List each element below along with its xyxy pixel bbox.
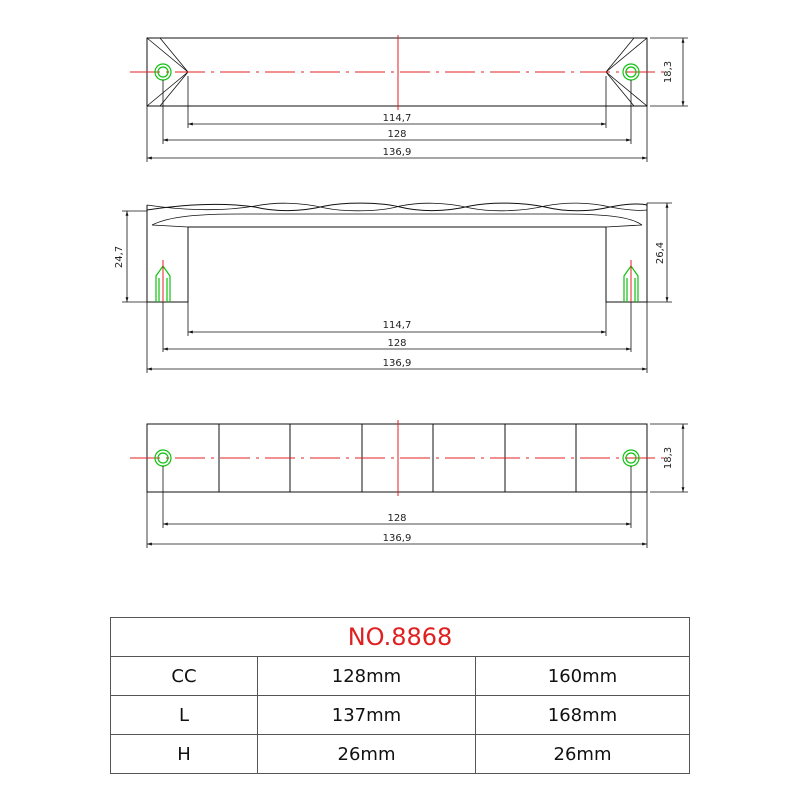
side-view-left-height-label: 24,7 xyxy=(114,245,125,269)
spec-value-l-1: 137mm xyxy=(258,696,476,735)
bottom-view-height-label: 18,3 xyxy=(663,446,674,470)
spec-value-cc-2: 160mm xyxy=(476,657,690,696)
spec-value-l-2: 168mm xyxy=(476,696,690,735)
spec-row-cc xyxy=(111,657,690,696)
side-view-cc-label: 128 xyxy=(387,338,407,349)
side-view-inner-label: 114,7 xyxy=(382,320,412,331)
spec-label-h: H xyxy=(111,735,258,774)
side-view-inner-edge xyxy=(606,225,642,227)
model-number: NO.8868 xyxy=(111,618,690,657)
side-view xyxy=(114,203,672,373)
top-view-height-label: 18,3 xyxy=(663,60,674,84)
top-view-cc-label: 128 xyxy=(387,129,407,140)
top-view-length-label: 136,9 xyxy=(382,147,412,158)
side-view-length-label: 136,9 xyxy=(382,358,412,369)
bottom-view-length-label: 136,9 xyxy=(382,533,412,544)
side-view-right-height-label: 26,4 xyxy=(655,241,666,265)
spec-row-h xyxy=(111,735,690,774)
side-view-inner-edge xyxy=(152,225,188,227)
bottom-view xyxy=(130,420,688,548)
spec-table xyxy=(110,617,690,774)
top-view-inner-label: 114,7 xyxy=(382,113,412,124)
spec-title-row xyxy=(111,618,690,657)
spec-value-cc-1: 128mm xyxy=(258,657,476,696)
side-view-inner-curve xyxy=(152,214,642,225)
bottom-view-cc-label: 128 xyxy=(387,513,407,524)
spec-value-h-2: 26mm xyxy=(476,735,690,774)
spec-label-l: L xyxy=(111,696,258,735)
top-view xyxy=(130,35,688,162)
spec-label-cc: CC xyxy=(111,657,258,696)
side-view-outline xyxy=(147,203,647,302)
spec-row-l xyxy=(111,696,690,735)
spec-value-h-1: 26mm xyxy=(258,735,476,774)
